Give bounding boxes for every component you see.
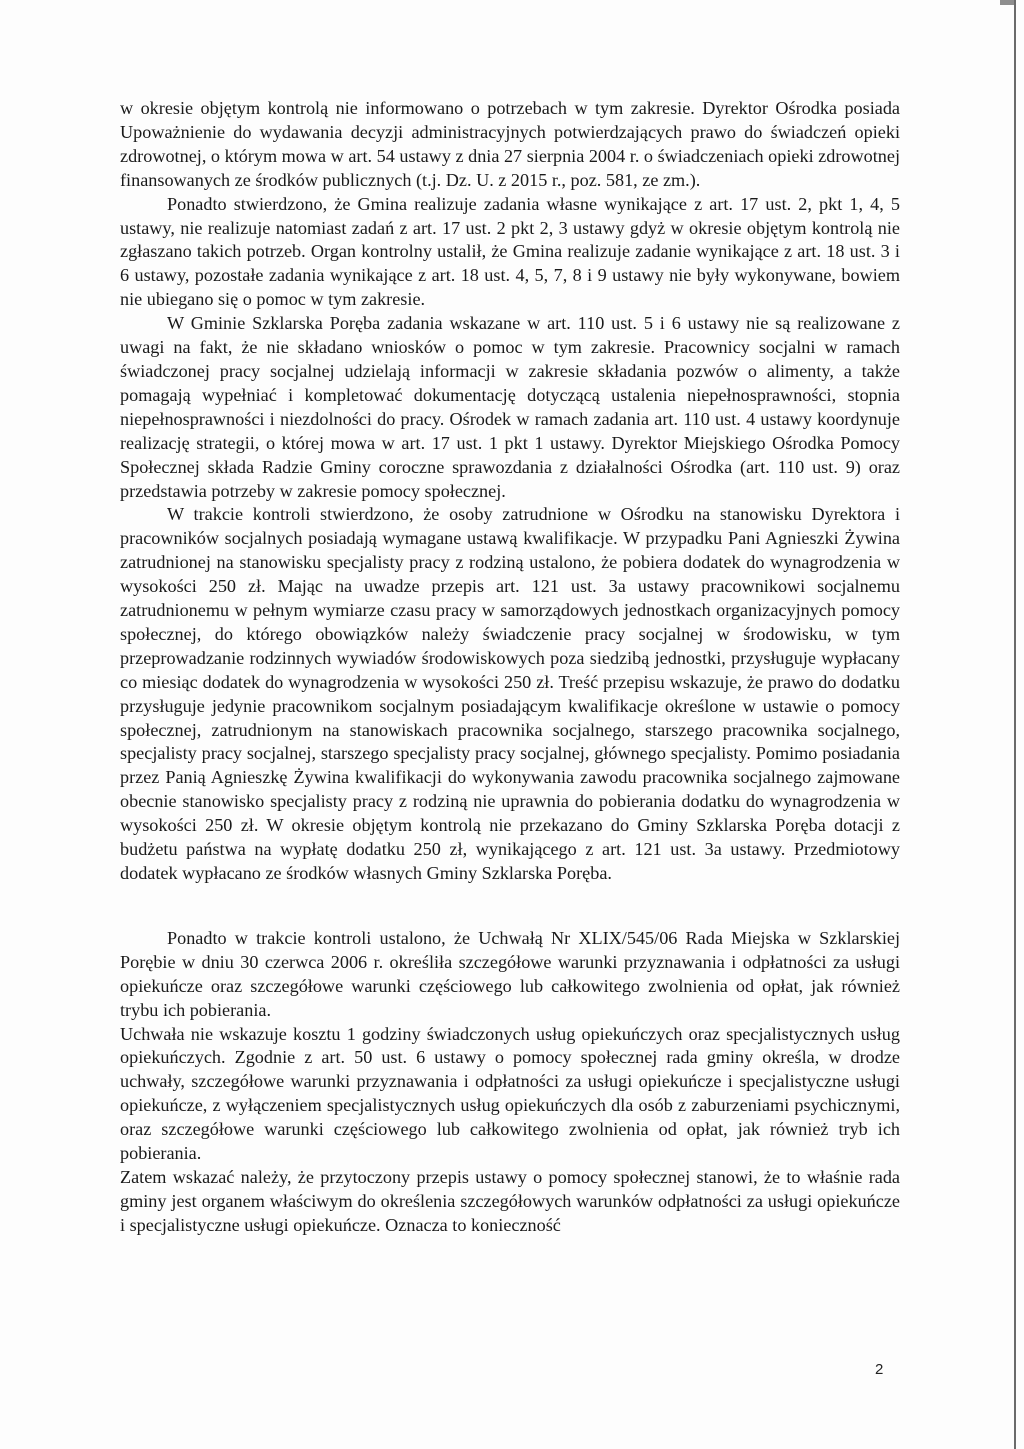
paragraph-continuation: w okresie objętym kontrolą nie informowano o potrzebach w tym zakresie. Dyrektor Ośrodka posiada Upoważnienie do wydawania decyzji administracyjnych potwierdzających prawo do świadczeń opieki zdrowotnej, o którym mowa w art. 54 ustawy z dnia 27 sierpnia 2004 r. o świadczeniach opieki zdrowotnej finansowanych ze środków publicznych (t.j. Dz. U. z 2015 r., poz. 581, ze zm.). (120, 98, 900, 190)
paragraph-kwalifikacje: W trakcie kontroli stwierdzono, że osoby zatrudnione w Ośrodku na stanowisku Dyrektora i pracowników socjalnych posiadają wymagane ustawą kwalifikacje. W przypadku Pani Agnieszki Żywina zatrudnionej na stanowisku specjalisty pracy z rodziną ustalono, że pobiera dodatek do wynagrodzenia w wysokości 250 zł. Mając na uwadze przepis art. 121 ust. 3a ustawy pracownikowi socjalnemu zatrudnionemu w pełnym wymiarze czasu pracy w samorządowych jednostkach organizacyjnych pomocy społecznej, do którego obowiązków należy świadczenie pracy socjalnej w środowisku, w tym przeprowadzanie rodzinnych wywiadów środowiskowych poza siedzibą jednostki, przysługuje wypłacany co miesiąc dodatek do wynagrodzenia w wysokości 250 zł. Treść przepisu wskazuje, że prawo do dodatku przysługuje jedynie pracownikom socjalnym posiadającym kwalifikacje określone w ustawie o pomocy społecznej, zatrudnionym na stanowiskach pracownika socjalnego, starszego pracownika socjalnego, specjalisty pracy socjalnej, starszego specjalisty pracy socjalnej, głównego specjalisty. Pomimo posiadania przez Panią Agnieszkę Żywina kwalifikacji do wykonywania zawodu pracownika socjalnego zajmowane obecnie stanowisko specjalisty pracy z rodziną nie uprawnia do pobierania dodatku do wynagrodzenia w wysokości 250 zł. W okresie objętym kontrolą nie przekazano do Gminy Szklarska Poręba dotacji z budżetu państwa na wypłatę dodatku 250 zł, wynikającego z art. 121 ust. 3a ustawy. Przedmiotowy dodatek wypłacano ze środków własnych Gminy Szklarska Poręba. (120, 504, 900, 883)
page-number: 2 (875, 1361, 884, 1378)
paragraph-koszt-uslug: Uchwała nie wskazuje kosztu 1 godziny świadczonych usług opiekuńczych oraz specjalistycznych usług opiekuńczych. Zgodnie z art. 50 ust. 6 ustawy o pomocy społecznej rada gminy określa, w drodze uchwały, szczegółowe warunki przyznawania i odpłatności za usługi opiekuńcze i specjalistyczne usługi opiekuńcze, z wyłączeniem specjalistycznych usług opiekuńczych dla osób z zaburzeniami psychicznymi, oraz szczegółowe warunki częściowego lub całkowitego zwolnienia od opłat, jak również tryb ich pobierania. (120, 1023, 900, 1164)
scan-edge-mark (1000, 0, 1014, 5)
document-body (120, 97, 900, 1238)
paragraph-gmina-zadania: Ponadto stwierdzono, że Gmina realizuje zadania własne wynikające z art. 17 ust. 2, pkt 1, 4, 5 ustawy, nie realizuje natomiast zadań z art. 17 ust. 2 pkt 2, 3 ustawy gdyż w okresie objętym kontrolą nie zgłaszano takich potrzeb. Organ kontrolny ustalił, że Gmina realizuje zadanie wynikające z art. 18 ust. 3 i 6 ustawy, pozostałe zadania wynikające z art. 18 ust. 4, 5, 7, 8 i 9 ustawy nie były wykonywane, bowiem nie ubiegano się o pomoc w tym zakresie. (120, 193, 900, 310)
paragraph-gap (120, 886, 900, 927)
scan-edge (1014, 0, 1016, 1449)
paragraph-szklarska-poreba: W Gminie Szklarska Poręba zadania wskazane w art. 110 ust. 5 i 6 ustawy nie są realizowane z uwagi na fakt, że nie składano wniosków o pomoc w tym zakresie. Pracownicy socjalni w ramach świadczonej pracy socjalnej udzielają informacji w zakresie składania pozwów o alimenty, a także pomagają wypełniać i kompletować dokumentację dotyczącą ustalenia niepełnosprawności, stopnia niepełnosprawności i niezdolności do pracy. Ośrodek w ramach zadania art. 110 ust. 4 ustawy koordynuje realizację strategii, o której mowa w art. 17 ust. 1 pkt 1 ustawy. Dyrektor Miejskiego Ośrodka Pomocy Społecznej składa Radzie Gminy coroczne sprawozdania z działalności Ośrodka (art. 110 ust. 9) oraz przedstawia potrzeby w zakresie pomocy społecznej. (120, 313, 900, 501)
paragraph-uchwala: Ponadto w trakcie kontroli ustalono, że Uchwałą Nr XLIX/545/06 Rada Miejska w Szklarskiej Porębie w dniu 30 czerwca 2006 r. określiła szczegółowe warunki przyznawania i odpłatności za usługi opiekuńcze oraz szczegółowe warunki częściowego lub całkowitego zwolnienia od opłat, jak również trybu ich pobierania. (120, 927, 900, 1020)
paragraph-zatem: Zatem wskazać należy, że przytoczony przepis ustawy o pomocy społecznej stanowi, że to właśnie rada gminy jest organem właściwym do określenia szczegółowych warunków odpłatności za usługi opiekuńcze i specjalistyczne usługi opiekuńcze. Oznacza to konieczność (120, 1166, 900, 1235)
